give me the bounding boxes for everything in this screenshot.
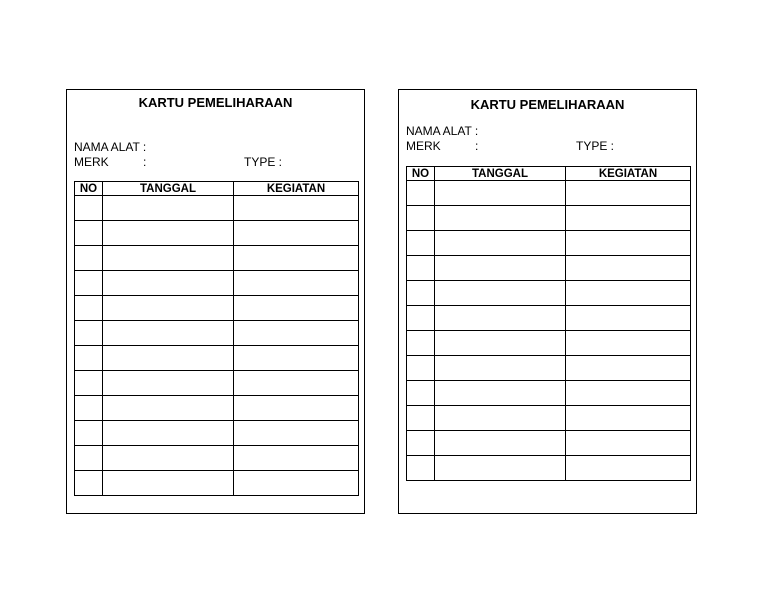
maintenance-log-table — [406, 166, 691, 481]
column-header-no: NO — [407, 167, 435, 181]
cell-kegiatan[interactable] — [566, 306, 691, 331]
table-row — [75, 296, 359, 321]
table-row — [75, 196, 359, 221]
cell-no[interactable] — [407, 331, 435, 356]
cell-tanggal[interactable] — [103, 321, 234, 346]
cell-kegiatan[interactable] — [234, 471, 359, 496]
cell-no[interactable] — [407, 281, 435, 306]
column-header-kegiatan: KEGIATAN — [234, 182, 359, 196]
cell-tanggal[interactable] — [435, 356, 566, 381]
cell-tanggal[interactable] — [435, 281, 566, 306]
cell-tanggal[interactable] — [435, 181, 566, 206]
cell-kegiatan[interactable] — [234, 446, 359, 471]
cell-kegiatan[interactable] — [566, 281, 691, 306]
cell-kegiatan[interactable] — [566, 356, 691, 381]
cell-tanggal[interactable] — [103, 471, 234, 496]
cell-kegiatan[interactable] — [566, 256, 691, 281]
table-header-row — [75, 182, 359, 196]
cell-kegiatan[interactable] — [234, 296, 359, 321]
cell-tanggal[interactable] — [103, 246, 234, 271]
table-row — [75, 321, 359, 346]
table-row — [75, 396, 359, 421]
merk-label: MERK — [74, 155, 109, 169]
cell-no[interactable] — [407, 256, 435, 281]
cell-no[interactable] — [75, 321, 103, 346]
cell-kegiatan[interactable] — [566, 331, 691, 356]
cell-no[interactable] — [75, 371, 103, 396]
cell-no[interactable] — [407, 231, 435, 256]
cell-tanggal[interactable] — [103, 421, 234, 446]
cell-no[interactable] — [407, 181, 435, 206]
cell-no[interactable] — [407, 381, 435, 406]
cell-tanggal[interactable] — [103, 221, 234, 246]
cell-tanggal[interactable] — [435, 331, 566, 356]
table-body — [75, 196, 359, 496]
table-row — [407, 256, 691, 281]
cell-tanggal[interactable] — [435, 431, 566, 456]
table-row — [75, 421, 359, 446]
maintenance-card-2 — [398, 89, 697, 514]
table-row — [75, 221, 359, 246]
type-label: TYPE : — [244, 155, 283, 169]
cell-kegiatan[interactable] — [566, 206, 691, 231]
cell-tanggal[interactable] — [103, 346, 234, 371]
table-row — [407, 381, 691, 406]
merk-colon: : — [143, 155, 147, 169]
cell-no[interactable] — [75, 246, 103, 271]
table-row — [75, 346, 359, 371]
table-row — [407, 231, 691, 256]
cell-kegiatan[interactable] — [566, 431, 691, 456]
merk-colon: : — [475, 139, 479, 153]
column-header-kegiatan: KEGIATAN — [566, 167, 691, 181]
cell-kegiatan[interactable] — [234, 421, 359, 446]
table-header-row — [407, 167, 691, 181]
table-row — [407, 281, 691, 306]
cell-kegiatan[interactable] — [234, 346, 359, 371]
cell-no[interactable] — [75, 471, 103, 496]
cell-kegiatan[interactable] — [566, 381, 691, 406]
cell-kegiatan[interactable] — [566, 406, 691, 431]
cell-tanggal[interactable] — [103, 196, 234, 221]
cell-kegiatan[interactable] — [566, 456, 691, 481]
table-row — [407, 406, 691, 431]
cell-no[interactable] — [75, 421, 103, 446]
table-row — [75, 246, 359, 271]
cell-tanggal[interactable] — [435, 406, 566, 431]
cell-no[interactable] — [75, 346, 103, 371]
cell-kegiatan[interactable] — [234, 371, 359, 396]
cell-no[interactable] — [75, 271, 103, 296]
table-row — [407, 356, 691, 381]
cell-tanggal[interactable] — [103, 271, 234, 296]
nama-alat-label: NAMA ALAT : — [406, 124, 479, 138]
cell-tanggal[interactable] — [103, 446, 234, 471]
cell-no[interactable] — [75, 396, 103, 421]
cell-kegiatan[interactable] — [566, 231, 691, 256]
table-row — [75, 471, 359, 496]
cell-kegiatan[interactable] — [234, 221, 359, 246]
table-row — [407, 431, 691, 456]
nama-alat-label: NAMA ALAT : — [74, 140, 147, 154]
cell-kegiatan[interactable] — [566, 181, 691, 206]
cell-tanggal[interactable] — [435, 306, 566, 331]
table-body — [407, 181, 691, 481]
maintenance-log-table — [74, 181, 359, 496]
type-label: TYPE : — [576, 139, 615, 153]
cell-tanggal[interactable] — [103, 396, 234, 421]
cell-no[interactable] — [75, 221, 103, 246]
column-header-tanggal: TANGGAL — [103, 182, 234, 196]
cell-kegiatan[interactable] — [234, 321, 359, 346]
table-row — [75, 446, 359, 471]
table-row — [407, 206, 691, 231]
merk-label: MERK — [406, 139, 441, 153]
cell-no[interactable] — [75, 196, 103, 221]
card-title: KARTU PEMELIHARAAN — [138, 95, 293, 110]
table-row — [407, 456, 691, 481]
cell-no[interactable] — [407, 306, 435, 331]
cell-no[interactable] — [75, 296, 103, 321]
column-header-no: NO — [75, 182, 103, 196]
cell-tanggal[interactable] — [103, 296, 234, 321]
cell-kegiatan[interactable] — [234, 196, 359, 221]
cell-no[interactable] — [407, 356, 435, 381]
table-row — [75, 271, 359, 296]
cell-kegiatan[interactable] — [234, 271, 359, 296]
cell-no[interactable] — [407, 406, 435, 431]
cell-tanggal[interactable] — [103, 371, 234, 396]
table-row — [75, 371, 359, 396]
cell-kegiatan[interactable] — [234, 396, 359, 421]
cell-kegiatan[interactable] — [234, 246, 359, 271]
column-header-tanggal: TANGGAL — [435, 167, 566, 181]
card-title: KARTU PEMELIHARAAN — [470, 97, 625, 112]
cell-no[interactable] — [407, 431, 435, 456]
cell-no[interactable] — [407, 206, 435, 231]
cell-tanggal[interactable] — [435, 256, 566, 281]
table-row — [407, 181, 691, 206]
maintenance-card-1 — [66, 89, 365, 514]
cell-no[interactable] — [75, 446, 103, 471]
cell-tanggal[interactable] — [435, 231, 566, 256]
cell-no[interactable] — [407, 456, 435, 481]
cell-tanggal[interactable] — [435, 381, 566, 406]
cell-tanggal[interactable] — [435, 206, 566, 231]
table-row — [407, 331, 691, 356]
cell-tanggal[interactable] — [435, 456, 566, 481]
table-row — [407, 306, 691, 331]
